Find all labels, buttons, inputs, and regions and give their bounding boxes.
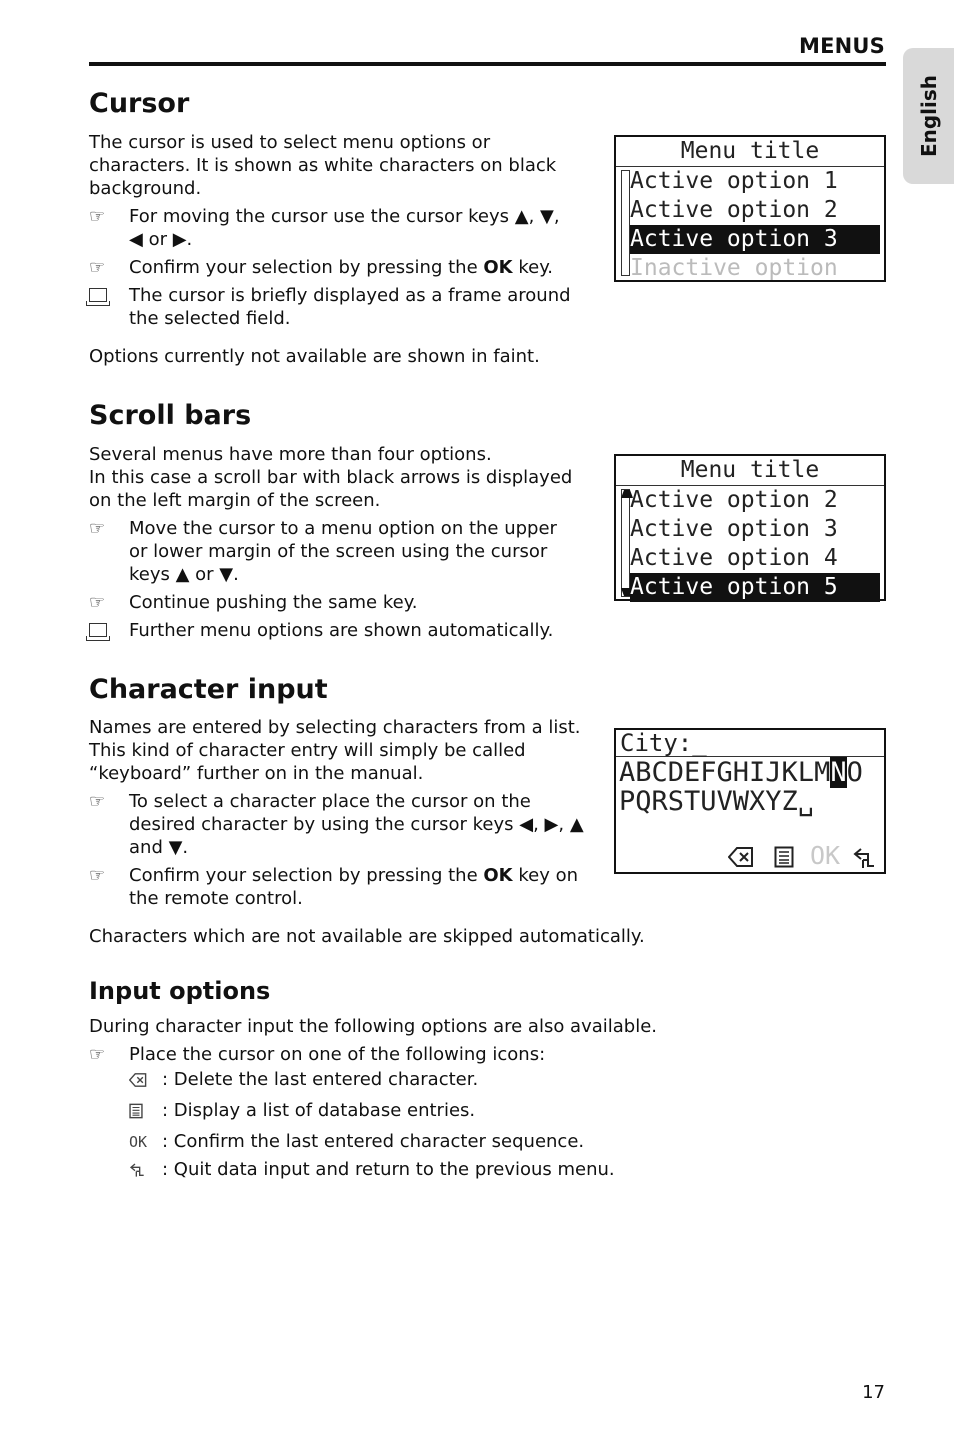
screen-city-field: City:_ [616, 730, 884, 757]
screen-option: Active option 2 [630, 197, 838, 223]
quit-icon [129, 1156, 162, 1187]
screen-option: Active option 4 [630, 545, 838, 571]
ok-icon: OK [810, 841, 841, 870]
inputopts-heading: Input options [89, 977, 271, 1005]
screen-option: Active option 1 [630, 168, 838, 194]
cursor-text [89, 131, 579, 368]
screen-keyboard-row-1: ABCDEFGHIJKLMNO [619, 757, 863, 788]
computer-icon [89, 619, 129, 643]
screen-icon-bar [728, 841, 884, 872]
cursor-intro: The cursor is used to select menu options or characters. It is shown as white characters on black background. [89, 132, 557, 199]
screen-keyboard-row-2: PQRSTUVWXYZ␣ [619, 786, 815, 817]
ok-icon: OK [129, 1133, 148, 1151]
inputopts-intro: During character input the following options are also available. [89, 1016, 658, 1037]
header-rule [89, 62, 886, 66]
charinput-bullet-1: ☞ To select a character place the cursor on the desired character by using the cursor keys ◀, ▶, ▲ and ▼. [89, 791, 584, 858]
charinput-heading: Character input [89, 674, 328, 705]
scroll-screen-illustration [614, 454, 886, 601]
screen-option-selected: Active option 5 [630, 573, 880, 602]
scroll-heading: Scroll bars [89, 400, 252, 431]
cursor-bullet-3: The cursor is briefly displayed as a frame around the selected field. [89, 284, 579, 330]
scroll-bullet-2: ☞ Continue pushing the same key. [89, 592, 418, 613]
charinput-text [89, 716, 645, 948]
screen-option-inactive: Inactive option [630, 255, 838, 281]
computer-icon [89, 284, 129, 330]
section-header: MENUS [799, 34, 885, 58]
scroll-bullet-1: ☞ Move the cursor to a menu option on the upper or lower margin of the screen using the cursor keys ▲ or ▼. [89, 518, 557, 585]
pointing-hand-icon: ☞ [89, 865, 106, 886]
screen-keyboard-selected-char: N [830, 757, 847, 788]
inputopts-bullet: ☞ Place the cursor on one of the following icons: [89, 1044, 546, 1065]
list-icon [129, 1097, 162, 1128]
cursor-bullet-1: ☞ For moving the cursor use the cursor keys ▲, ▼, ◀ or ▶. [89, 206, 560, 250]
cursor-bullet-2: ☞ Confirm your selection by pressing the OK key. [89, 257, 554, 278]
scroll-intro: Several menus have more than four options. In this case a scroll bar with black arrows is displayed on the left margin of the screen. [89, 444, 573, 511]
cursor-note: Options currently not available are shown in faint. [89, 346, 540, 367]
delete-icon [129, 1066, 162, 1097]
delete-icon [728, 846, 754, 868]
option-ok: OK : Confirm the last entered character sequence. [129, 1128, 729, 1156]
pointing-hand-icon: ☞ [89, 206, 106, 227]
option-quit: : Quit data input and return to the previous menu. [129, 1156, 729, 1187]
keyboard-screen-illustration [614, 728, 886, 874]
pointing-hand-icon: ☞ [89, 518, 106, 539]
scroll-text [89, 443, 579, 643]
charinput-note: Characters which are not available are skipped automatically. [89, 926, 645, 947]
charinput-intro: Names are entered by selecting characters from a list. This kind of character entry will simply be called “keyboard” further on in the manual. [89, 717, 581, 784]
list-icon [774, 846, 794, 868]
screen-option: Active option 2 [630, 487, 838, 513]
option-delete: : Delete the last entered character. [129, 1066, 729, 1097]
pointing-hand-icon: ☞ [89, 1044, 106, 1065]
inputopts-text [89, 1015, 729, 1187]
screen-menu-title: Menu title [616, 456, 884, 486]
inputopts-list [129, 1066, 729, 1187]
option-list: : Display a list of database entries. [129, 1097, 729, 1128]
cursor-heading: Cursor [89, 88, 190, 119]
pointing-hand-icon: ☞ [89, 257, 106, 278]
language-tab-label: English [916, 74, 941, 158]
screen-option-selected: Active option 3 [630, 225, 880, 254]
language-tab [903, 48, 954, 184]
screen-scrollbar [621, 170, 630, 276]
scroll-bullet-3: Further menu options are shown automatically. [89, 619, 579, 643]
pointing-hand-icon: ☞ [89, 791, 106, 812]
quit-icon [852, 846, 876, 870]
screen-menu-title: Menu title [616, 137, 884, 167]
screen-option: Active option 3 [630, 516, 838, 542]
cursor-screen-illustration [614, 135, 886, 282]
pointing-hand-icon: ☞ [89, 592, 106, 613]
page-number: 17 [862, 1382, 885, 1403]
screen-scrollbar [621, 489, 630, 597]
charinput-bullet-2: ☞ Confirm your selection by pressing the OK key on the remote control. [89, 865, 578, 909]
